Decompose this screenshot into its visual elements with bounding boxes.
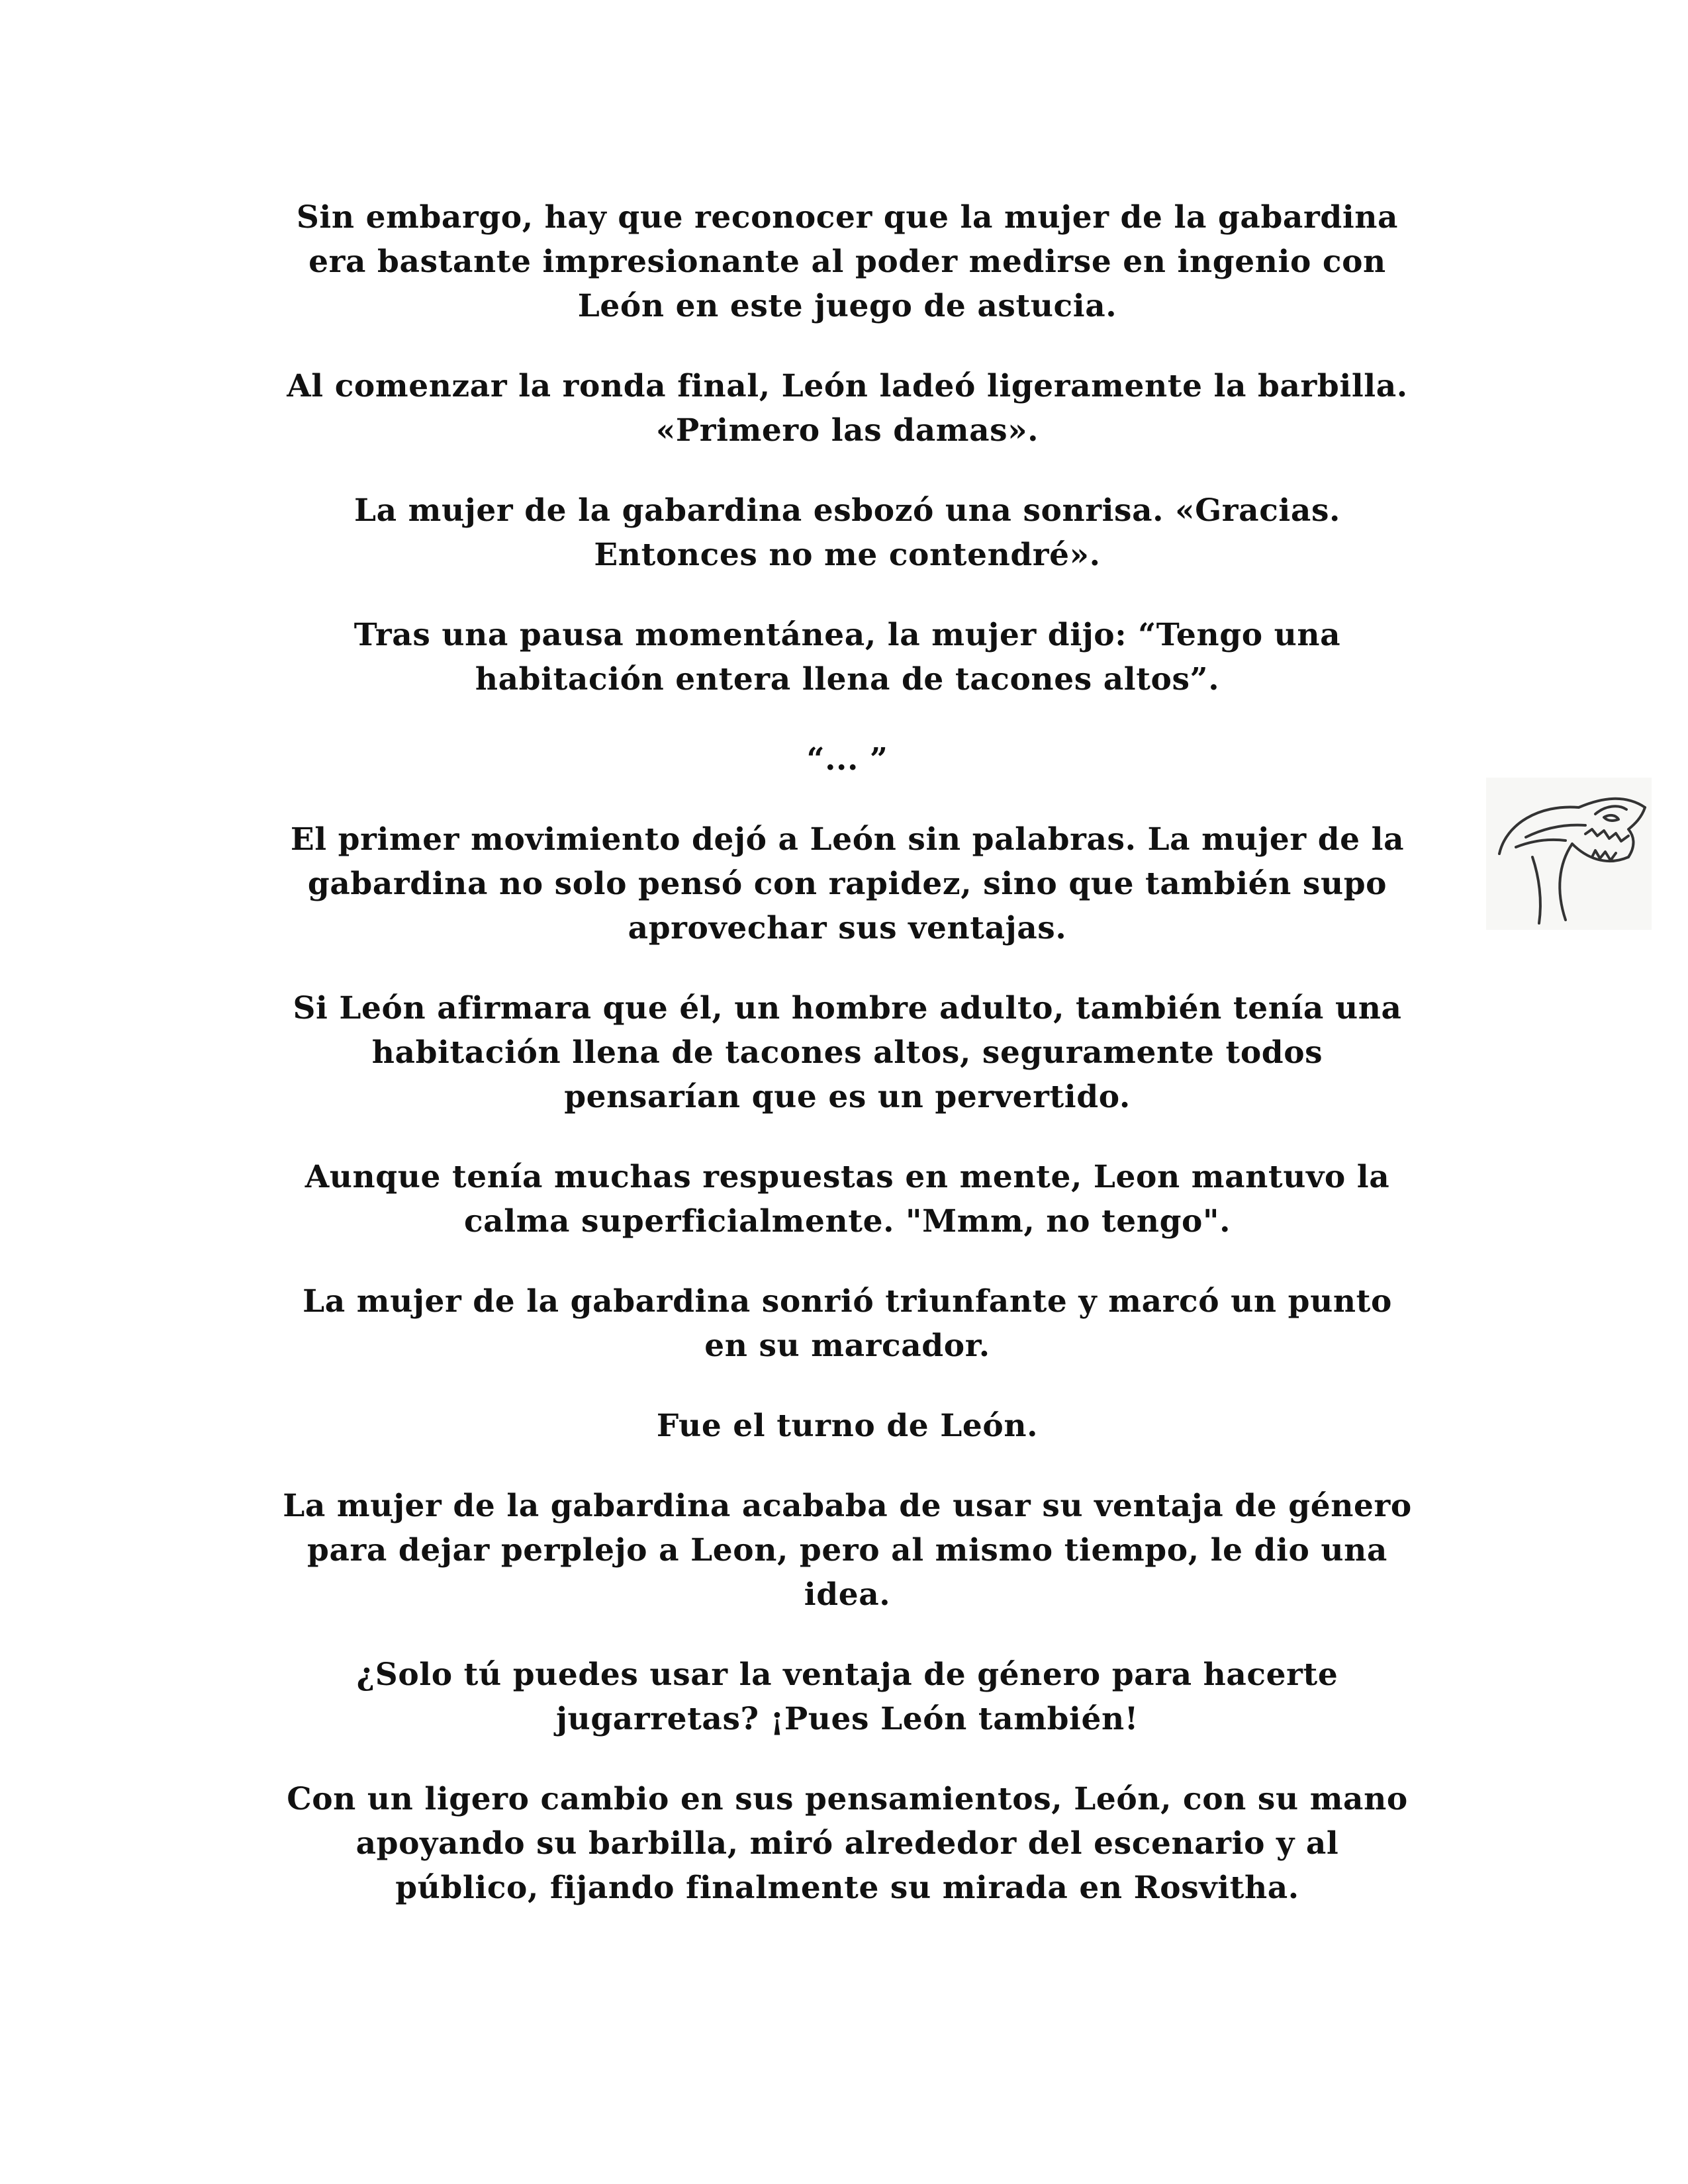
paragraph-6: El primer movimiento dejó a León sin palabras. La mujer de la gabardina no solo pensó con rapidez, sino que también supo aprovechar sus ventajas. (290, 821, 1405, 946)
text-block (218, 195, 1476, 1946)
paragraph-9: La mujer de la gabardina sonrió triunfante y marcó un punto en su marcador. (303, 1283, 1392, 1364)
paragraph-7: Si León afirmara que él, un hombre adulto, también tenía una habitación llena de tacones altos, seguramente todos pensarían que es un pervertido. (293, 990, 1402, 1115)
paragraph-10: Fue el turno de León. (656, 1408, 1039, 1444)
paragraph-11: La mujer de la gabardina acababa de usar su ventaja de género para dejar perplejo a Leon, pero al mismo tiempo, le dio una idea. (283, 1488, 1412, 1613)
paragraph-13: Con un ligero cambio en sus pensamientos, León, con su mano apoyando su barbilla, miró alrededor del escenario y al público, fijando finalmente su mirada en Rosvitha. (287, 1781, 1408, 1906)
paragraph-3: La mujer de la gabardina esbozó una sonrisa. «Gracias. Entonces no me contendré». (354, 492, 1340, 573)
paragraph-4: Tras una pausa momentánea, la mujer dijo: “Tengo una habitación entera llena de tacones altos”. (353, 617, 1341, 698)
paragraph-5: “... ” (806, 741, 888, 778)
dinosaur-sketch-icon (1486, 778, 1652, 930)
paragraph-2: Al comenzar la ronda final, León ladeó ligeramente la barbilla. «Primero las damas». (287, 368, 1408, 449)
paragraph-1: Sin embargo, hay que reconocer que la mujer de la gabardina era bastante impresionante al poder medirse en ingenio con León en este juego de astucia. (296, 199, 1399, 324)
paragraph-8: Aunque tenía muchas respuestas en mente, Leon mantuvo la calma superficialmente. "Mmm, no tengo". (305, 1159, 1390, 1240)
paragraph-12: ¿Solo tú puedes usar la ventaja de género para hacerte jugarretas? ¡Pues León también! (356, 1657, 1338, 1737)
